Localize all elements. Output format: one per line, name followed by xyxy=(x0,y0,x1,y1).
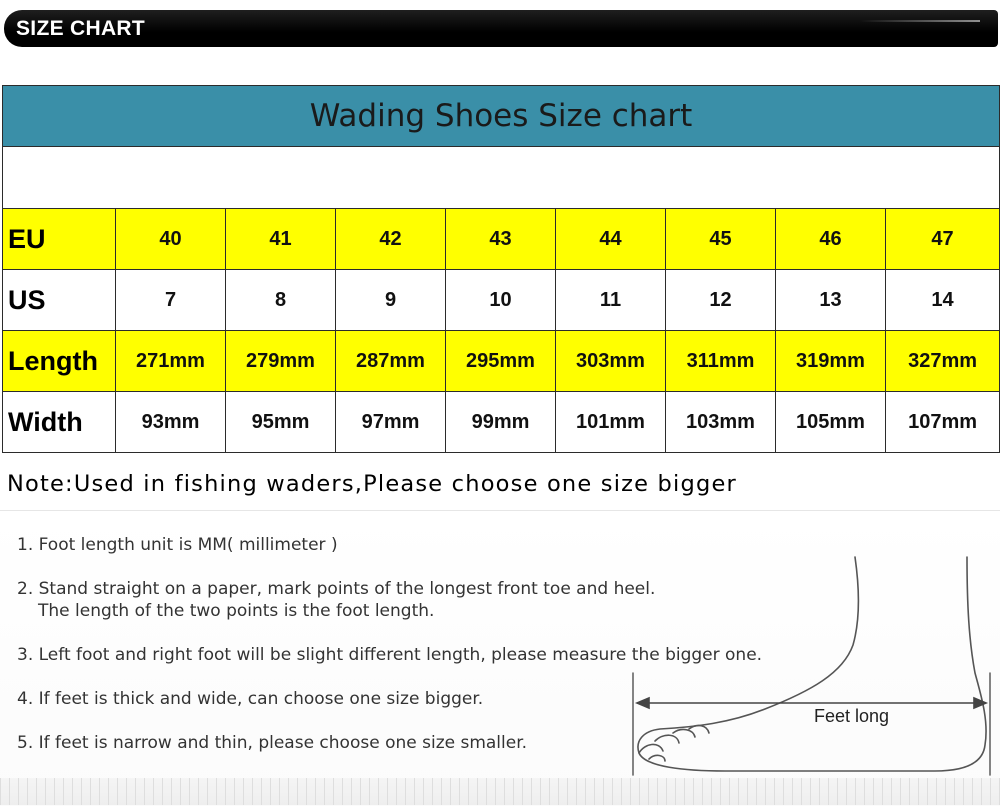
table-cell: 319mm xyxy=(776,331,886,392)
table-cell: 12 xyxy=(666,270,776,331)
table-cell: 93mm xyxy=(116,392,226,453)
table-title: Wading Shoes Size chart xyxy=(3,86,1000,147)
table-cell: 95mm xyxy=(226,392,336,453)
table-cell: 14 xyxy=(886,270,1000,331)
size-table xyxy=(2,85,1000,453)
table-cell: 11 xyxy=(556,270,666,331)
table-cell: 40 xyxy=(116,209,226,270)
table-cell: 7 xyxy=(116,270,226,331)
table-cell: 46 xyxy=(776,209,886,270)
sizing-note: Note:Used in fishing waders,Please choose one size bigger xyxy=(7,471,737,497)
foot-measurement-diagram xyxy=(615,545,1000,785)
table-cell: 10 xyxy=(446,270,556,331)
table-cell: 295mm xyxy=(446,331,556,392)
table-cell: 271mm xyxy=(116,331,226,392)
table-row-width xyxy=(3,392,1000,453)
banner-title: SIZE CHART xyxy=(16,17,145,40)
instruction-1: 1. Foot length unit is MM( millimeter ) xyxy=(17,535,338,555)
table-cell: 13 xyxy=(776,270,886,331)
table-cell: 287mm xyxy=(336,331,446,392)
row-label-eu: EU xyxy=(3,209,116,270)
table-cell: 311mm xyxy=(666,331,776,392)
banner-decoration xyxy=(860,20,980,22)
instruction-2-continued: The length of the two points is the foot length. xyxy=(38,601,435,621)
row-label-length: Length xyxy=(3,331,116,392)
table-cell: 327mm xyxy=(886,331,1000,392)
table-cell: 103mm xyxy=(666,392,776,453)
foot-outline-icon xyxy=(638,557,986,771)
table-row-eu xyxy=(3,209,1000,270)
table-spacer xyxy=(3,147,1000,209)
instruction-5: 5. If feet is narrow and thin, please choose one size smaller. xyxy=(17,733,528,753)
table-cell: 105mm xyxy=(776,392,886,453)
table-cell: 101mm xyxy=(556,392,666,453)
instruction-2: 2. Stand straight on a paper, mark points of the longest front toe and heel. xyxy=(17,579,656,599)
measurement-arrow-icon xyxy=(637,698,986,708)
feet-long-label: Feet long xyxy=(814,706,890,726)
table-cell: 9 xyxy=(336,270,446,331)
table-spacer-row xyxy=(3,147,1000,209)
table-cell: 303mm xyxy=(556,331,666,392)
size-chart-banner xyxy=(4,10,998,47)
instruction-4: 4. If feet is thick and wide, can choose one size bigger. xyxy=(17,689,484,709)
row-label-us: US xyxy=(3,270,116,331)
table-cell: 44 xyxy=(556,209,666,270)
table-cell: 47 xyxy=(886,209,1000,270)
table-cell: 97mm xyxy=(336,392,446,453)
instruction-3: 3. Left foot and right foot will be slight different length, please measure the bigger one. xyxy=(17,645,763,665)
table-title-row xyxy=(3,86,1000,147)
table-cell: 8 xyxy=(226,270,336,331)
table-cell: 42 xyxy=(336,209,446,270)
row-label-width: Width xyxy=(3,392,116,453)
table-cell: 279mm xyxy=(226,331,336,392)
table-row-us xyxy=(3,270,1000,331)
table-cell: 43 xyxy=(446,209,556,270)
table-row-length xyxy=(3,331,1000,392)
table-cell: 107mm xyxy=(886,392,1000,453)
table-cell: 41 xyxy=(226,209,336,270)
table-cell: 99mm xyxy=(446,392,556,453)
table-cell: 45 xyxy=(666,209,776,270)
ruler-strip-decoration xyxy=(0,778,1000,805)
